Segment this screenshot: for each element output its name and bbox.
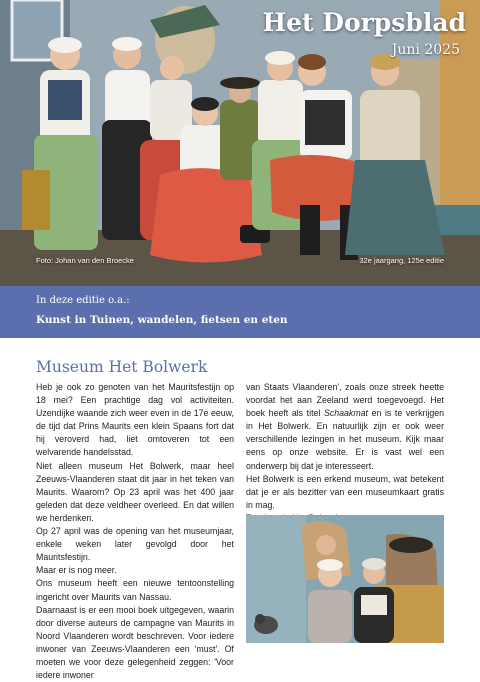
cover-photo xyxy=(0,0,480,286)
article-title: Museum Het Bolwerk xyxy=(36,358,208,376)
text-run: en is te verkrijgen in Het Bolwerk. En natuurlijk zijn er ook weer verschillende lezingen in het museum. Kijk maar eens op onze website. Er is vast wel een onderwerp bij dat je interesseert. xyxy=(246,408,445,471)
article-paragraph: Daarnaast is er een mooi boek uitgegeven, waarin door diverse auteurs de campagne van Maurits in Noord Vlaanderen wordt beschreven. Voor iedere inwoner van Zeeuws-Vlaanderen een 'must'. Of moeten we voor deze gelegenheid zeggen: 'Voor iedere inwoner xyxy=(36,604,234,681)
book-title: Schaakmat xyxy=(323,408,368,419)
article-right-column xyxy=(246,381,444,525)
article-paragraph: Op 27 april was de opening van het museumjaar, enkele weken later gevolgd door het Mauritsfestijn. xyxy=(36,526,234,563)
museum-photo-illustration xyxy=(246,515,444,643)
article-paragraph: Ons museum heeft een nieuwe tentoonstelling ingericht over Maurits van Nassau. xyxy=(36,578,234,602)
newsletter-title: Het Dorpsblad xyxy=(262,8,466,37)
contents-banner xyxy=(0,286,480,338)
article-paragraph xyxy=(246,381,444,473)
contents-topics: Kunst in Tuinen, wandelen, fietsen en eten xyxy=(36,314,288,326)
article-paragraph: Maar er is nog meer. xyxy=(36,565,117,576)
issue-date: Juni 2025 xyxy=(391,42,460,58)
article-paragraph: Heb je ook zo genoten van het Mauritsfestijn op 18 mei? Een prachtige dag vol activiteiten. Uzendijke waande zich weer even in de 17e eeuw, de tijd dat Prins Maurits een klein Spaans fort dat hij veroverd had, liet omtoveren tot een welvarende handelsstad. xyxy=(36,382,234,458)
photo-credit: Foto: Johan van den Broecke xyxy=(36,256,134,265)
edition-info: 32e jaargang, 125e editie xyxy=(359,256,444,265)
museum-photo xyxy=(246,515,444,643)
article-paragraph: Niet alleen museum Het Bolwerk, maar heel Zeeuws-Vlaanderen staat dit jaar in het teken van Maurits. Waarom? Op 23 april was het 400 jaar geleden dat deze veldheer overleed. En dat willen we herdenken. xyxy=(36,460,234,523)
article-left-column xyxy=(36,381,234,682)
article-paragraph: Het Bolwerk is een erkend museum, wat betekent dat je er als bezitter van een museumkaart gratis in mag. xyxy=(246,473,444,510)
contents-label: In deze editie o.a.: xyxy=(36,295,130,306)
text-run: van Staats Vlaanderen', zoals onze streek heette voordat het aan Zeeland werd toegevoegd. Het boek heeft als titel xyxy=(246,382,444,419)
